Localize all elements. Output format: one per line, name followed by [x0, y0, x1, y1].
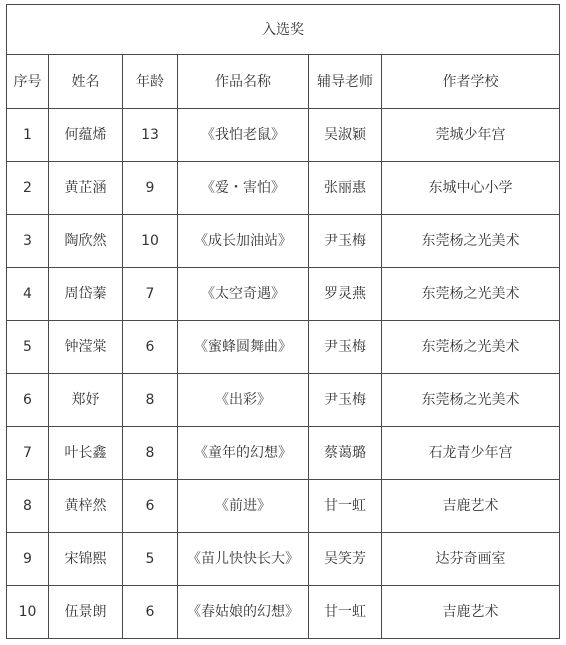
cell-name: 叶长鑫	[49, 427, 123, 480]
cell-work: 《太空奇遇》	[178, 268, 309, 321]
cell-name: 钟滢棠	[49, 321, 123, 374]
table-row	[7, 427, 560, 480]
cell-work: 《蜜蜂圆舞曲》	[178, 321, 309, 374]
cell-age: 10	[123, 215, 178, 268]
cell-school: 东城中心小学	[382, 162, 560, 215]
header-age: 年龄	[123, 55, 178, 109]
cell-work: 《前进》	[178, 480, 309, 533]
cell-school: 东莞杨之光美术	[382, 215, 560, 268]
table-row	[7, 162, 560, 215]
cell-name: 郑妤	[49, 374, 123, 427]
cell-school: 石龙青少年宫	[382, 427, 560, 480]
cell-no: 9	[7, 533, 49, 586]
cell-name: 陶欣然	[49, 215, 123, 268]
cell-school: 吉鹿艺术	[382, 586, 560, 639]
cell-school: 东莞杨之光美术	[382, 268, 560, 321]
cell-teacher: 甘一虹	[309, 586, 382, 639]
cell-name: 宋锦熙	[49, 533, 123, 586]
header-name: 姓名	[49, 55, 123, 109]
cell-age: 9	[123, 162, 178, 215]
cell-teacher: 蔡蔼璐	[309, 427, 382, 480]
cell-age: 6	[123, 321, 178, 374]
cell-work: 《我怕老鼠》	[178, 109, 309, 162]
table-row	[7, 109, 560, 162]
table-title: 入选奖	[7, 5, 560, 55]
table-row	[7, 586, 560, 639]
cell-age: 13	[123, 109, 178, 162]
cell-teacher: 吴淑颖	[309, 109, 382, 162]
cell-no: 2	[7, 162, 49, 215]
cell-no: 4	[7, 268, 49, 321]
cell-work: 《苗儿快快长大》	[178, 533, 309, 586]
cell-work: 《成长加油站》	[178, 215, 309, 268]
cell-age: 8	[123, 427, 178, 480]
cell-no: 3	[7, 215, 49, 268]
cell-age: 5	[123, 533, 178, 586]
cell-work: 《春姑娘的幻想》	[178, 586, 309, 639]
cell-school: 东莞杨之光美术	[382, 374, 560, 427]
header-row	[7, 55, 560, 109]
table-row	[7, 533, 560, 586]
cell-name: 黄芷涵	[49, 162, 123, 215]
cell-teacher: 尹玉梅	[309, 215, 382, 268]
cell-age: 6	[123, 480, 178, 533]
cell-school: 莞城少年宫	[382, 109, 560, 162]
cell-age: 8	[123, 374, 178, 427]
header-teacher: 辅导老师	[309, 55, 382, 109]
cell-school: 吉鹿艺术	[382, 480, 560, 533]
cell-work: 《童年的幻想》	[178, 427, 309, 480]
cell-name: 周岱蓁	[49, 268, 123, 321]
table-row	[7, 268, 560, 321]
cell-no: 5	[7, 321, 49, 374]
cell-teacher: 吴笑芳	[309, 533, 382, 586]
cell-name: 伍景朗	[49, 586, 123, 639]
award-table	[6, 4, 560, 639]
cell-work: 《爱・害怕》	[178, 162, 309, 215]
table-row	[7, 374, 560, 427]
cell-age: 6	[123, 586, 178, 639]
header-no: 序号	[7, 55, 49, 109]
cell-no: 7	[7, 427, 49, 480]
cell-teacher: 尹玉梅	[309, 374, 382, 427]
table-row	[7, 215, 560, 268]
cell-name: 何蕴烯	[49, 109, 123, 162]
table-row	[7, 480, 560, 533]
cell-teacher: 罗灵燕	[309, 268, 382, 321]
cell-teacher: 尹玉梅	[309, 321, 382, 374]
cell-school: 东莞杨之光美术	[382, 321, 560, 374]
cell-no: 8	[7, 480, 49, 533]
title-row	[7, 5, 560, 55]
cell-no: 1	[7, 109, 49, 162]
header-school: 作者学校	[382, 55, 560, 109]
table-row	[7, 321, 560, 374]
header-work: 作品名称	[178, 55, 309, 109]
cell-no: 10	[7, 586, 49, 639]
cell-school: 达芬奇画室	[382, 533, 560, 586]
cell-teacher: 张丽惠	[309, 162, 382, 215]
cell-age: 7	[123, 268, 178, 321]
cell-no: 6	[7, 374, 49, 427]
cell-teacher: 甘一虹	[309, 480, 382, 533]
cell-name: 黄梓然	[49, 480, 123, 533]
cell-work: 《出彩》	[178, 374, 309, 427]
